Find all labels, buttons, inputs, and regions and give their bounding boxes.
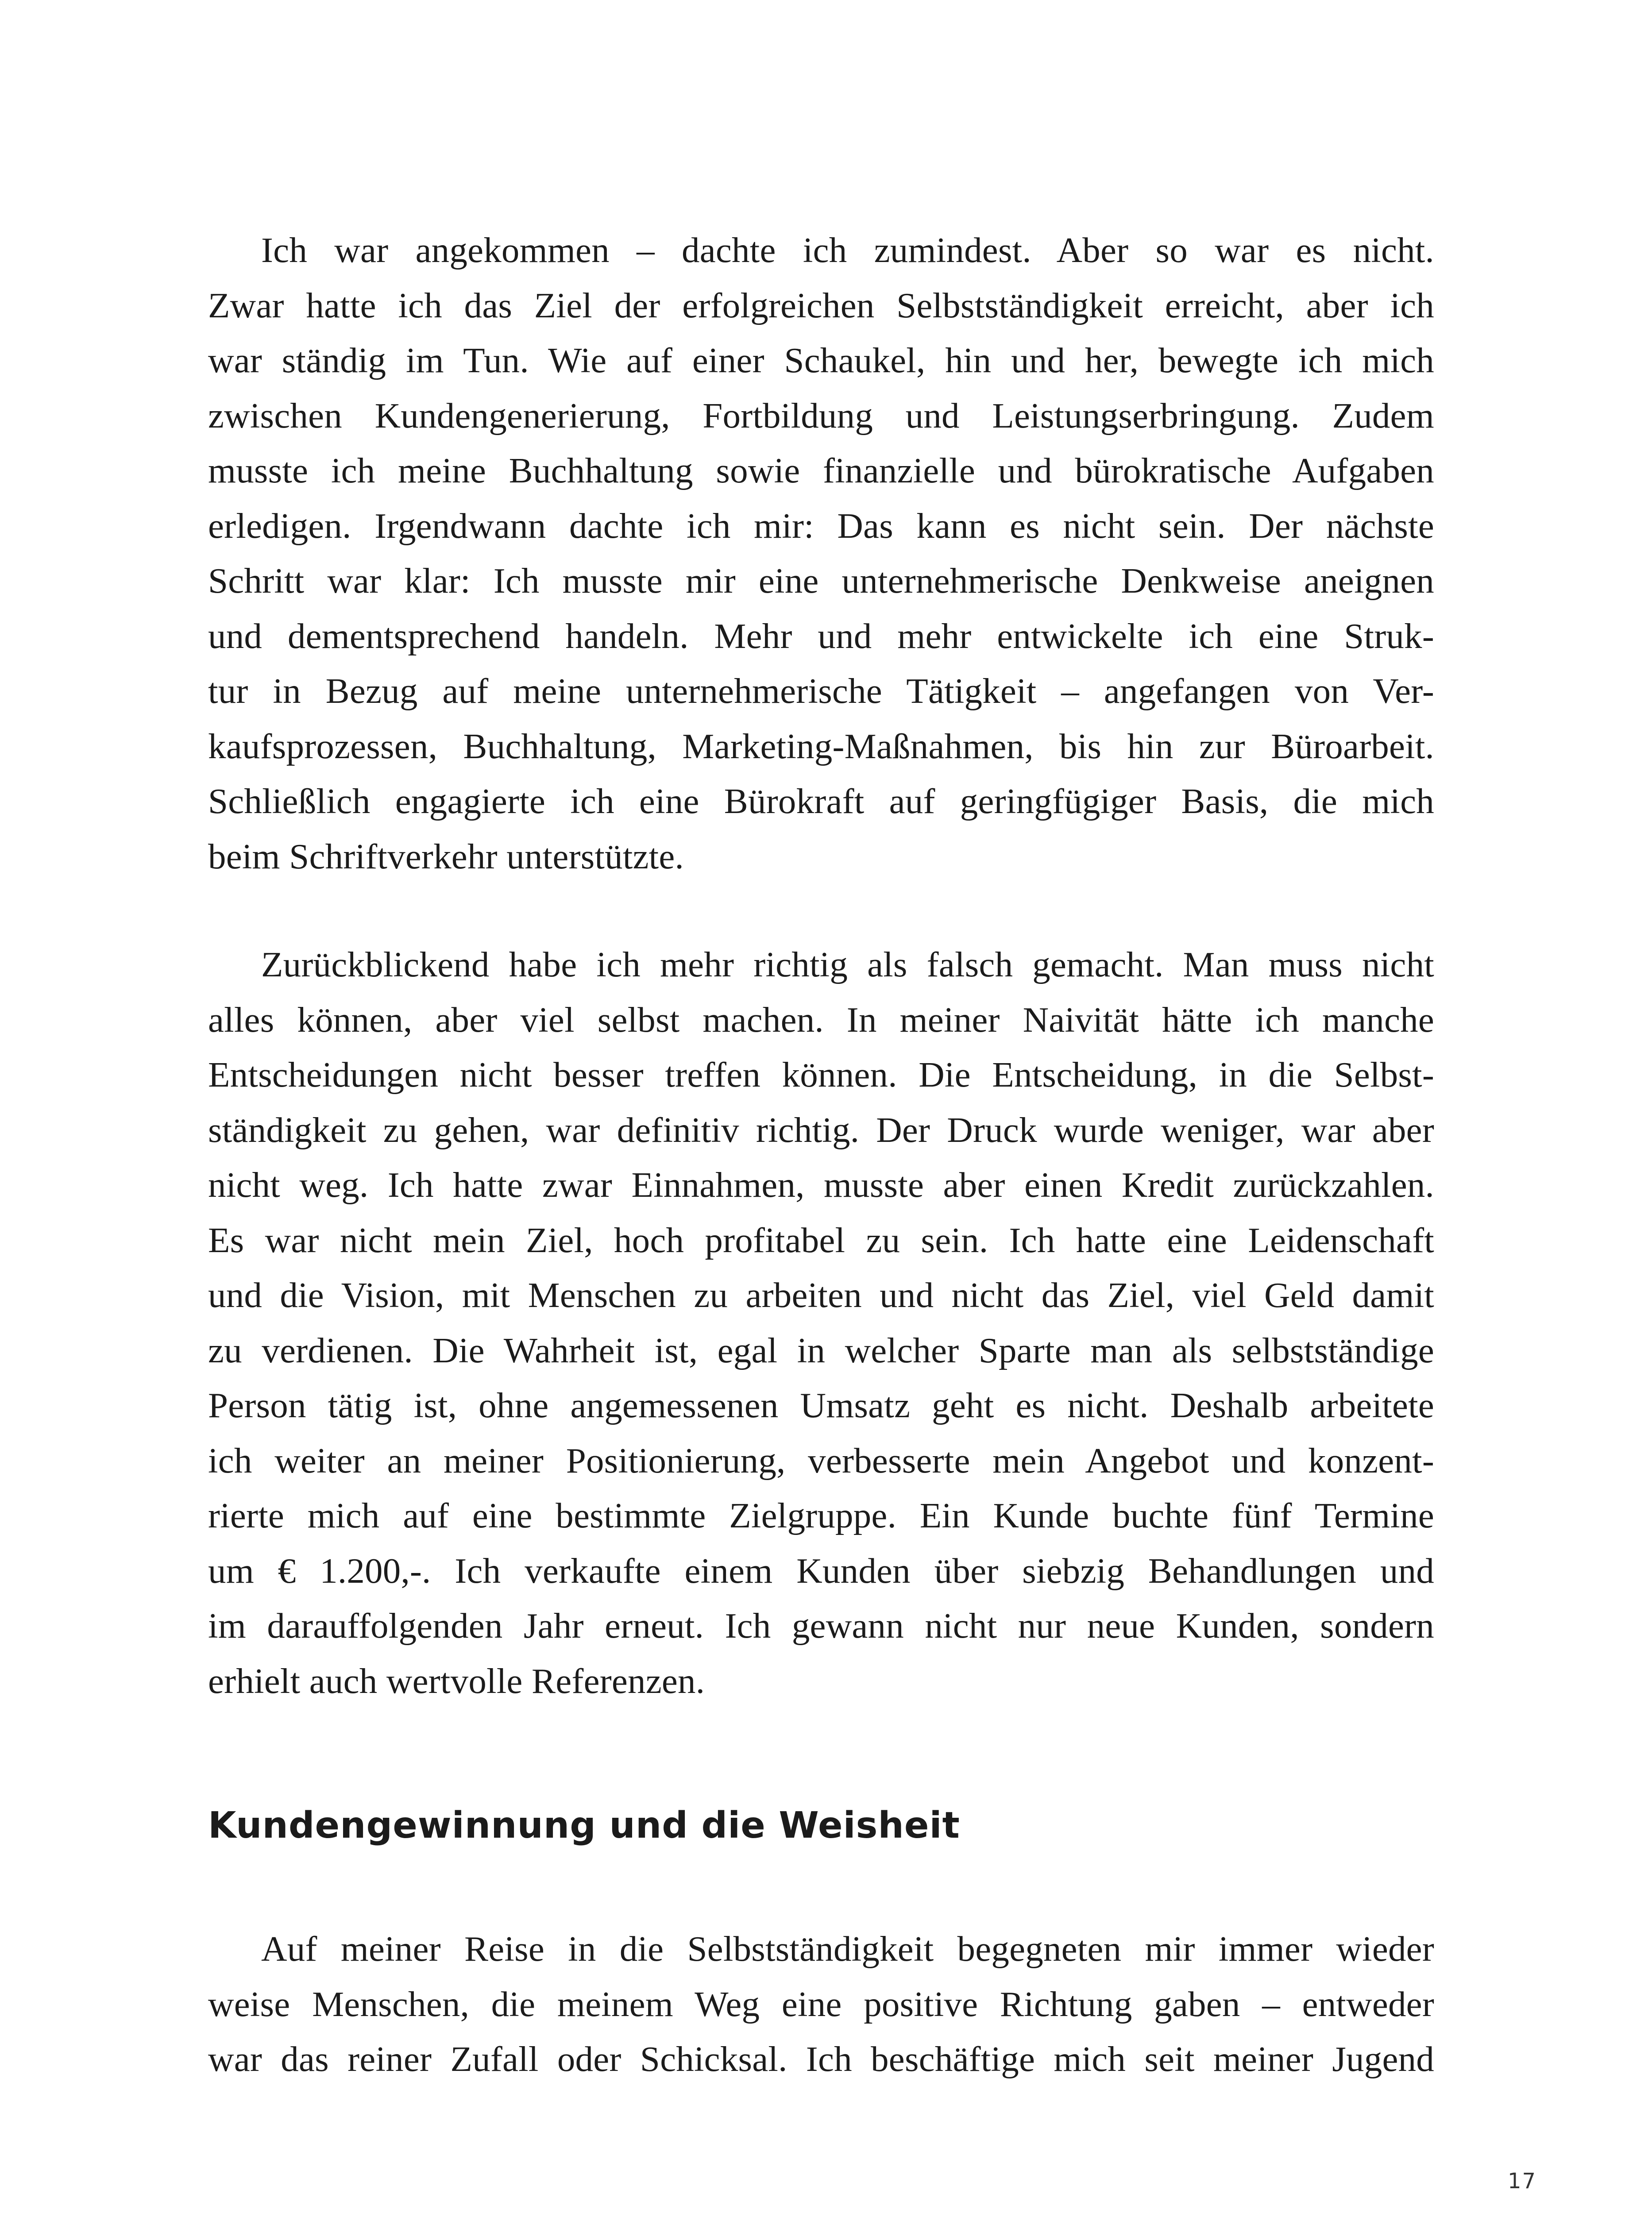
text-line: tur in Bezug auf meine unternehmerische Tätigkeit – angefangen von Ver-: [208, 671, 1434, 711]
text-line: war das reiner Zufall oder Schicksal. Ich beschäftige mich seit meiner Jugend: [208, 2039, 1434, 2079]
section-heading: Kundengewinnung und die Weisheit: [208, 1804, 960, 1847]
text-line: im darauffolgenden Jahr erneut. Ich gewann nicht nur neue Kunden, sondern: [208, 1606, 1434, 1646]
text-line: um € 1.200,-. Ich verkaufte einem Kunden über siebzig Behandlungen und: [208, 1550, 1434, 1591]
text-line: weise Menschen, die meinem Weg eine positive Richtung gaben – entweder: [208, 1984, 1434, 2024]
text-line: musste ich meine Buchhaltung sowie finanzielle und bürokratische Aufgaben: [208, 451, 1434, 490]
paragraph-2: [208, 937, 1434, 1708]
text-line: war ständig im Tun. Wie auf einer Schaukel, hin und her, bewegte ich mich: [208, 340, 1434, 380]
paragraph-1: [208, 223, 1434, 884]
text-line: zu verdienen. Die Wahrheit ist, egal in welcher Sparte man als selbstständige: [208, 1330, 1434, 1370]
text-line: Entscheidungen nicht besser treffen können. Die Entscheidung, in die Selbst-: [208, 1055, 1434, 1095]
text-line: Es war nicht mein Ziel, hoch profitabel zu sein. Ich hatte eine Leidenschaft: [208, 1220, 1434, 1260]
text-line: und die Vision, mit Menschen zu arbeiten und nicht das Ziel, viel Geld damit: [208, 1275, 1434, 1315]
text-line: erhielt auch wertvolle Referenzen.: [208, 1661, 705, 1701]
text-line: erledigen. Irgendwann dachte ich mir: Das kann es nicht sein. Der nächste: [208, 505, 1434, 546]
text-line: Auf meiner Reise in die Selbstständigkeit begegneten mir immer wieder: [261, 1929, 1434, 1969]
text-line: rierte mich auf eine bestimmte Zielgruppe. Ein Kunde buchte fünf Termine: [208, 1496, 1434, 1535]
text-line: Ich war angekommen – dachte ich zumindest. Aber so war es nicht.: [261, 230, 1434, 270]
page-number: 17: [1508, 2169, 1537, 2194]
text-line: ich weiter an meiner Positionierung, verbesserte mein Angebot und konzent-: [208, 1440, 1434, 1480]
text-line: zwischen Kundengenerierung, Fortbildung und Leistungserbringung. Zudem: [208, 395, 1434, 436]
text-line: und dementsprechend handeln. Mehr und mehr entwickelte ich eine Struk-: [208, 616, 1434, 656]
text-line: ständigkeit zu gehen, war definitiv richtig. Der Druck wurde weniger, war aber: [208, 1110, 1434, 1150]
text-line: kaufsprozessen, Buchhaltung, Marketing-Maßnahmen, bis hin zur Büroarbeit.: [208, 726, 1434, 766]
text-line: Schließlich engagierte ich eine Bürokraft auf geringfügiger Basis, die mich: [208, 781, 1434, 821]
text-line: alles können, aber viel selbst machen. In meiner Naivität hätte ich manche: [208, 999, 1434, 1040]
text-line: Zurückblickend habe ich mehr richtig als falsch gemacht. Man muss nicht: [261, 945, 1434, 984]
text-line: nicht weg. Ich hatte zwar Einnahmen, musste aber einen Kredit zurückzahlen.: [208, 1165, 1434, 1205]
text-line: Zwar hatte ich das Ziel der erfolgreichen Selbstständigkeit erreicht, aber ich: [208, 285, 1434, 325]
text-line: Person tätig ist, ohne angemessenen Umsatz geht es nicht. Deshalb arbeitete: [208, 1385, 1434, 1425]
text-line: beim Schriftverkehr unterstützte.: [208, 836, 684, 876]
text-line: Schritt war klar: Ich musste mir eine unternehmerische Denkweise aneignen: [208, 561, 1434, 601]
paragraph-3: [208, 1921, 1434, 2087]
